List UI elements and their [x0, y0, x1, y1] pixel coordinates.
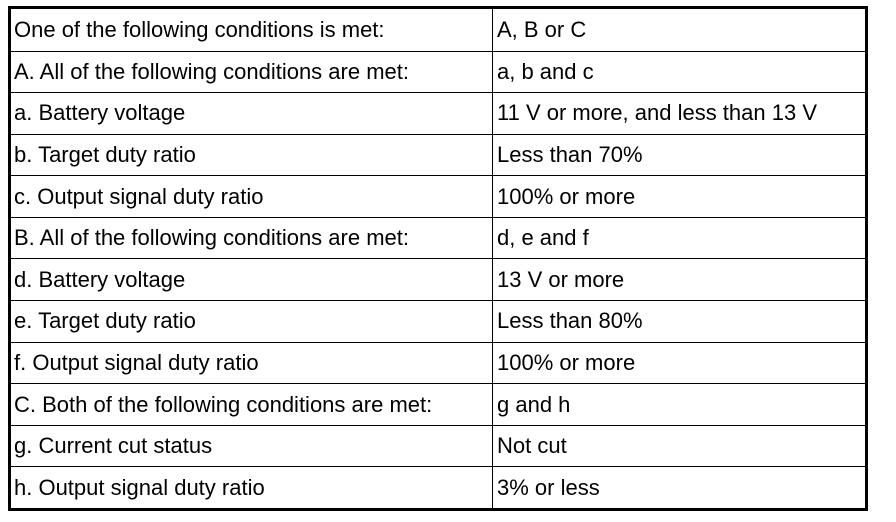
- value-cell: 3% or less: [493, 466, 865, 508]
- value-cell: Not cut: [493, 425, 865, 467]
- value-cell: 11 V or more, and less than 13 V: [493, 92, 865, 134]
- condition-cell: a. Battery voltage: [11, 92, 493, 134]
- value-cell: Less than 70%: [493, 134, 865, 176]
- condition-cell: d. Battery voltage: [11, 258, 493, 300]
- condition-cell: h. Output signal duty ratio: [11, 466, 493, 508]
- value-cell: 100% or more: [493, 175, 865, 217]
- value-cell: Less than 80%: [493, 300, 865, 342]
- condition-cell: A. All of the following conditions are met:: [11, 51, 493, 93]
- condition-cell: B. All of the following conditions are met:: [11, 217, 493, 259]
- value-cell: A, B or C: [497, 16, 587, 42]
- condition-cell: e. Target duty ratio: [11, 300, 493, 342]
- condition-cell: g. Current cut status: [11, 425, 493, 467]
- conditions-table: [8, 6, 868, 511]
- condition-cell: C. Both of the following conditions are met:: [11, 383, 493, 425]
- value-cell: 13 V or more: [493, 258, 865, 300]
- condition-cell: f. Output signal duty ratio: [11, 342, 493, 384]
- value-cell: a, b and c: [493, 51, 865, 93]
- condition-cell: b. Target duty ratio: [11, 134, 493, 176]
- condition-cell: One of the following conditions is met:: [11, 9, 493, 51]
- value-cell: g and h: [493, 383, 865, 425]
- condition-cell: c. Output signal duty ratio: [11, 175, 493, 217]
- value-cell: d, e and f: [493, 217, 865, 259]
- value-cell: 100% or more: [493, 342, 865, 384]
